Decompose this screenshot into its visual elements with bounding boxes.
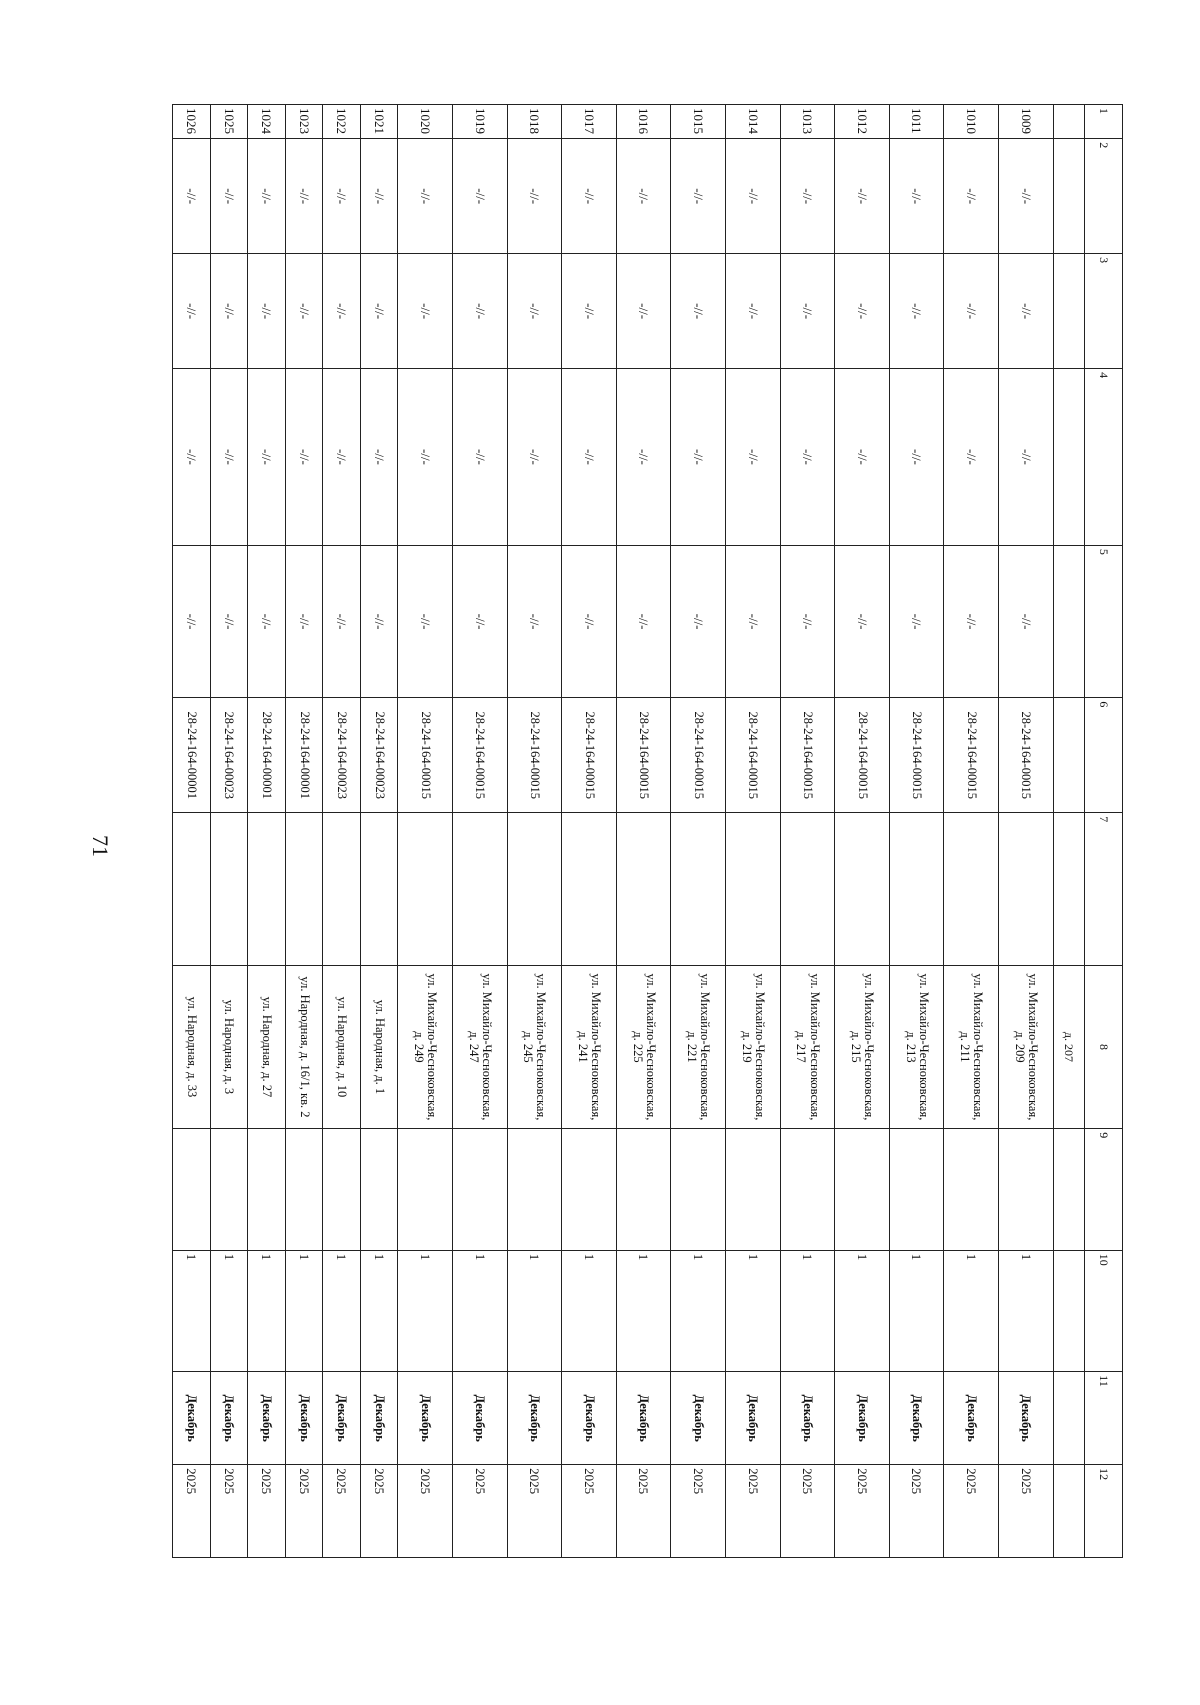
quantity: 1 <box>889 1250 944 1372</box>
empty-col7 <box>616 813 671 965</box>
empty-col9 <box>285 1129 323 1251</box>
column-number: 4 <box>1085 369 1123 546</box>
ditto-mark-col2: -//- <box>173 139 211 254</box>
ditto-mark-col5: -//- <box>889 545 944 697</box>
ditto-mark-col3: -//- <box>210 254 248 369</box>
cadastral-quarter: 28-24-164-00015 <box>616 698 671 813</box>
address: ул. Михайло-Чесноковская, д. 247 <box>452 965 507 1129</box>
ditto-mark-col4: -//- <box>173 369 211 546</box>
column-number: 11 <box>1085 1372 1123 1465</box>
ditto-mark-col3: -//- <box>835 254 890 369</box>
address: ул. Народная, д. 10 <box>323 965 361 1129</box>
table-row <box>671 105 726 1558</box>
row-number: 1024 <box>248 105 286 139</box>
column-number: 9 <box>1085 1129 1123 1251</box>
column-number: 7 <box>1085 813 1123 965</box>
table-row <box>507 105 562 1558</box>
ditto-mark-col3: -//- <box>398 254 453 369</box>
month: Декабрь <box>889 1372 944 1465</box>
table-row <box>616 105 671 1558</box>
table-row <box>562 105 617 1558</box>
ditto-mark-col5: -//- <box>671 545 726 697</box>
column-number: 3 <box>1085 254 1123 369</box>
address: ул. Михайло-Чесноковская, д. 249 <box>398 965 453 1129</box>
ditto-mark-col2: -//- <box>616 139 671 254</box>
year: 2025 <box>562 1465 617 1558</box>
quantity: 1 <box>507 1250 562 1372</box>
ditto-mark-col3: -//- <box>360 254 398 369</box>
ditto-mark-col5: -//- <box>780 545 835 697</box>
cadastral-quarter: 28-24-164-00001 <box>173 698 211 813</box>
ditto-mark-col4: -//- <box>835 369 890 546</box>
cadastral-quarter: 28-24-164-00015 <box>507 698 562 813</box>
empty-col9 <box>248 1129 286 1251</box>
empty-col7 <box>285 813 323 965</box>
month: Декабрь <box>725 1372 780 1465</box>
empty-col7 <box>999 813 1054 965</box>
year: 2025 <box>507 1465 562 1558</box>
month: Декабрь <box>835 1372 890 1465</box>
month: Декабрь <box>616 1372 671 1465</box>
continuation-row <box>1053 105 1085 1558</box>
quantity: 1 <box>360 1250 398 1372</box>
ditto-mark-col3: -//- <box>452 254 507 369</box>
row-number: 1014 <box>725 105 780 139</box>
address: ул. Михайло-Чесноковская, д. 215 <box>835 965 890 1129</box>
empty-col7 <box>780 813 835 965</box>
row-number: 1026 <box>173 105 211 139</box>
empty-col9 <box>507 1129 562 1251</box>
ditto-mark-col4: -//- <box>452 369 507 546</box>
month: Декабрь <box>248 1372 286 1465</box>
row-number: 1021 <box>360 105 398 139</box>
empty-col7 <box>210 813 248 965</box>
address: ул. Михайло-Чесноковская, д. 245 <box>507 965 562 1129</box>
address: ул. Михайло-Чесноковская, д. 241 <box>562 965 617 1129</box>
column-number: 10 <box>1085 1250 1123 1372</box>
ditto-mark-col5: -//- <box>173 545 211 697</box>
month: Декабрь <box>562 1372 617 1465</box>
table-row <box>248 105 286 1558</box>
table-row <box>835 105 890 1558</box>
ditto-mark-col2: -//- <box>323 139 361 254</box>
ditto-mark-col4: -//- <box>398 369 453 546</box>
table-row <box>999 105 1054 1558</box>
ditto-mark-col4: -//- <box>210 369 248 546</box>
quantity: 1 <box>671 1250 726 1372</box>
table-row <box>285 105 323 1558</box>
row-number: 1020 <box>398 105 453 139</box>
year: 2025 <box>889 1465 944 1558</box>
year: 2025 <box>944 1465 999 1558</box>
ditto-mark-col5: -//- <box>835 545 890 697</box>
empty-col7 <box>452 813 507 965</box>
ditto-mark-col3: -//- <box>944 254 999 369</box>
ditto-mark-col4: -//- <box>671 369 726 546</box>
ditto-mark-col4: -//- <box>285 369 323 546</box>
column-number-row <box>1085 105 1123 1558</box>
quantity: 1 <box>248 1250 286 1372</box>
column-number: 8 <box>1085 965 1123 1129</box>
registry-table <box>172 104 1123 1558</box>
year: 2025 <box>725 1465 780 1558</box>
empty-col9 <box>889 1129 944 1251</box>
row-number: 1011 <box>889 105 944 139</box>
cadastral-quarter: 28-24-164-00001 <box>248 698 286 813</box>
month: Декабрь <box>285 1372 323 1465</box>
ditto-mark-col4: -//- <box>360 369 398 546</box>
cadastral-quarter: 28-24-164-00015 <box>562 698 617 813</box>
year: 2025 <box>285 1465 323 1558</box>
year: 2025 <box>671 1465 726 1558</box>
cadastral-quarter: 28-24-164-00015 <box>889 698 944 813</box>
quantity: 1 <box>452 1250 507 1372</box>
row-number: 1022 <box>323 105 361 139</box>
quantity: 1 <box>562 1250 617 1372</box>
month: Декабрь <box>999 1372 1054 1465</box>
registry-table-body <box>173 105 1123 1558</box>
empty-col9 <box>944 1129 999 1251</box>
quantity: 1 <box>999 1250 1054 1372</box>
cadastral-quarter: 28-24-164-00001 <box>285 698 323 813</box>
row-number: 1013 <box>780 105 835 139</box>
table-row <box>173 105 211 1558</box>
quantity: 1 <box>835 1250 890 1372</box>
ditto-mark-col5: -//- <box>210 545 248 697</box>
ditto-mark-col3: -//- <box>323 254 361 369</box>
ditto-mark-col2: -//- <box>671 139 726 254</box>
ditto-mark-col2: -//- <box>248 139 286 254</box>
year: 2025 <box>780 1465 835 1558</box>
table-row <box>323 105 361 1558</box>
month: Декабрь <box>944 1372 999 1465</box>
column-number: 2 <box>1085 139 1123 254</box>
empty-col7 <box>944 813 999 965</box>
quantity: 1 <box>323 1250 361 1372</box>
empty-col7 <box>507 813 562 965</box>
ditto-mark-col3: -//- <box>285 254 323 369</box>
ditto-mark-col3: -//- <box>248 254 286 369</box>
ditto-mark-col3: -//- <box>671 254 726 369</box>
month: Декабрь <box>210 1372 248 1465</box>
table-row <box>780 105 835 1558</box>
month: Декабрь <box>398 1372 453 1465</box>
quantity: 1 <box>616 1250 671 1372</box>
row-number: 1016 <box>616 105 671 139</box>
quantity: 1 <box>398 1250 453 1372</box>
ditto-mark-col5: -//- <box>944 545 999 697</box>
ditto-mark-col3: -//- <box>173 254 211 369</box>
ditto-mark-col2: -//- <box>210 139 248 254</box>
ditto-mark-col5: -//- <box>452 545 507 697</box>
month: Декабрь <box>671 1372 726 1465</box>
year: 2025 <box>999 1465 1054 1558</box>
cadastral-quarter: 28-24-164-00015 <box>671 698 726 813</box>
row-number: 1023 <box>285 105 323 139</box>
month: Декабрь <box>173 1372 211 1465</box>
month: Декабрь <box>323 1372 361 1465</box>
address: ул. Народная, д. 33 <box>173 965 211 1129</box>
ditto-mark-col2: -//- <box>398 139 453 254</box>
address: ул. Народная, д. 27 <box>248 965 286 1129</box>
registry-table-rotator <box>172 104 1123 1558</box>
ditto-mark-col4: -//- <box>507 369 562 546</box>
cadastral-quarter: 28-24-164-00023 <box>210 698 248 813</box>
empty-col9 <box>780 1129 835 1251</box>
cadastral-quarter: 28-24-164-00015 <box>780 698 835 813</box>
ditto-mark-col3: -//- <box>616 254 671 369</box>
table-row <box>210 105 248 1558</box>
ditto-mark-col3: -//- <box>889 254 944 369</box>
empty-col7 <box>671 813 726 965</box>
ditto-mark-col4: -//- <box>616 369 671 546</box>
year: 2025 <box>452 1465 507 1558</box>
month: Декабрь <box>452 1372 507 1465</box>
ditto-mark-col5: -//- <box>999 545 1054 697</box>
ditto-mark-col4: -//- <box>323 369 361 546</box>
empty-col9 <box>671 1129 726 1251</box>
ditto-mark-col4: -//- <box>780 369 835 546</box>
empty-col9 <box>210 1129 248 1251</box>
ditto-mark-col5: -//- <box>248 545 286 697</box>
month: Декабрь <box>780 1372 835 1465</box>
ditto-mark-col5: -//- <box>398 545 453 697</box>
quantity: 1 <box>780 1250 835 1372</box>
cadastral-quarter: 28-24-164-00015 <box>452 698 507 813</box>
cadastral-quarter: 28-24-164-00015 <box>398 698 453 813</box>
ditto-mark-col2: -//- <box>999 139 1054 254</box>
empty-col7 <box>398 813 453 965</box>
ditto-mark-col5: -//- <box>507 545 562 697</box>
ditto-mark-col5: -//- <box>725 545 780 697</box>
ditto-mark-col2: -//- <box>889 139 944 254</box>
table-row <box>889 105 944 1558</box>
empty-col9 <box>725 1129 780 1251</box>
ditto-mark-col4: -//- <box>944 369 999 546</box>
year: 2025 <box>835 1465 890 1558</box>
empty-col7 <box>173 813 211 965</box>
row-number: 1012 <box>835 105 890 139</box>
column-number: 12 <box>1085 1465 1123 1558</box>
quantity: 1 <box>725 1250 780 1372</box>
empty-col9 <box>999 1129 1054 1251</box>
ditto-mark-col5: -//- <box>285 545 323 697</box>
year: 2025 <box>248 1465 286 1558</box>
table-row <box>944 105 999 1558</box>
column-number: 5 <box>1085 545 1123 697</box>
row-number: 1010 <box>944 105 999 139</box>
row-number: 1019 <box>452 105 507 139</box>
page-number: 71 <box>88 835 113 857</box>
ditto-mark-col3: -//- <box>725 254 780 369</box>
address: ул. Михайло-Чесноковская, д. 225 <box>616 965 671 1129</box>
address: ул. Михайло-Чесноковская, д. 219 <box>725 965 780 1129</box>
column-number: 6 <box>1085 698 1123 813</box>
empty-col9 <box>452 1129 507 1251</box>
cadastral-quarter: 28-24-164-00023 <box>360 698 398 813</box>
table-row <box>360 105 398 1558</box>
row-number: 1025 <box>210 105 248 139</box>
empty-col9 <box>173 1129 211 1251</box>
row-number: 1015 <box>671 105 726 139</box>
row-number: 1018 <box>507 105 562 139</box>
row-number: 1009 <box>999 105 1054 139</box>
empty-col7 <box>725 813 780 965</box>
cadastral-quarter: 28-24-164-00015 <box>999 698 1054 813</box>
ditto-mark-col2: -//- <box>507 139 562 254</box>
address: ул. Михайло-Чесноковская, д. 217 <box>780 965 835 1129</box>
empty-col9 <box>562 1129 617 1251</box>
ditto-mark-col4: -//- <box>725 369 780 546</box>
empty-col7 <box>248 813 286 965</box>
address: ул. Народная, д. 3 <box>210 965 248 1129</box>
quantity: 1 <box>173 1250 211 1372</box>
cadastral-quarter: 28-24-164-00015 <box>944 698 999 813</box>
address: ул. Народная, д. 16/1, кв. 2 <box>285 965 323 1129</box>
table-row <box>725 105 780 1558</box>
empty-col7 <box>323 813 361 965</box>
empty-col7 <box>360 813 398 965</box>
ditto-mark-col3: -//- <box>562 254 617 369</box>
ditto-mark-col2: -//- <box>452 139 507 254</box>
ditto-mark-col4: -//- <box>562 369 617 546</box>
ditto-mark-col2: -//- <box>944 139 999 254</box>
continuation-address: д. 207 <box>1053 965 1085 1129</box>
ditto-mark-col5: -//- <box>562 545 617 697</box>
address: ул. Михайло-Чесноковская, д. 221 <box>671 965 726 1129</box>
ditto-mark-col5: -//- <box>323 545 361 697</box>
ditto-mark-col2: -//- <box>562 139 617 254</box>
table-row <box>398 105 453 1558</box>
month: Декабрь <box>507 1372 562 1465</box>
address: ул. Народная, д. 1 <box>360 965 398 1129</box>
ditto-mark-col4: -//- <box>999 369 1054 546</box>
empty-col9 <box>835 1129 890 1251</box>
address: ул. Михайло-Чесноковская, д. 213 <box>889 965 944 1129</box>
ditto-mark-col3: -//- <box>999 254 1054 369</box>
ditto-mark-col2: -//- <box>725 139 780 254</box>
year: 2025 <box>398 1465 453 1558</box>
ditto-mark-col4: -//- <box>248 369 286 546</box>
address: ул. Михайло-Чесноковская, д. 209 <box>999 965 1054 1129</box>
empty-col7 <box>835 813 890 965</box>
ditto-mark-col2: -//- <box>360 139 398 254</box>
ditto-mark-col2: -//- <box>780 139 835 254</box>
empty-col7 <box>889 813 944 965</box>
year: 2025 <box>210 1465 248 1558</box>
quantity: 1 <box>944 1250 999 1372</box>
table-row <box>452 105 507 1558</box>
ditto-mark-col5: -//- <box>616 545 671 697</box>
empty-col9 <box>323 1129 361 1251</box>
cadastral-quarter: 28-24-164-00023 <box>323 698 361 813</box>
empty-col7 <box>562 813 617 965</box>
ditto-mark-col3: -//- <box>780 254 835 369</box>
row-number: 1017 <box>562 105 617 139</box>
empty-col9 <box>398 1129 453 1251</box>
address: ул. Михайло-Чесноковская, д. 211 <box>944 965 999 1129</box>
cadastral-quarter: 28-24-164-00015 <box>725 698 780 813</box>
month: Декабрь <box>360 1372 398 1465</box>
registry-table-container <box>172 104 1123 1558</box>
cadastral-quarter: 28-24-164-00015 <box>835 698 890 813</box>
year: 2025 <box>616 1465 671 1558</box>
ditto-mark-col2: -//- <box>285 139 323 254</box>
empty-col9 <box>360 1129 398 1251</box>
ditto-mark-col5: -//- <box>360 545 398 697</box>
ditto-mark-col2: -//- <box>835 139 890 254</box>
ditto-mark-col4: -//- <box>889 369 944 546</box>
quantity: 1 <box>285 1250 323 1372</box>
empty-col9 <box>616 1129 671 1251</box>
quantity: 1 <box>210 1250 248 1372</box>
year: 2025 <box>173 1465 211 1558</box>
column-number: 1 <box>1085 105 1123 139</box>
year: 2025 <box>360 1465 398 1558</box>
ditto-mark-col3: -//- <box>507 254 562 369</box>
year: 2025 <box>323 1465 361 1558</box>
